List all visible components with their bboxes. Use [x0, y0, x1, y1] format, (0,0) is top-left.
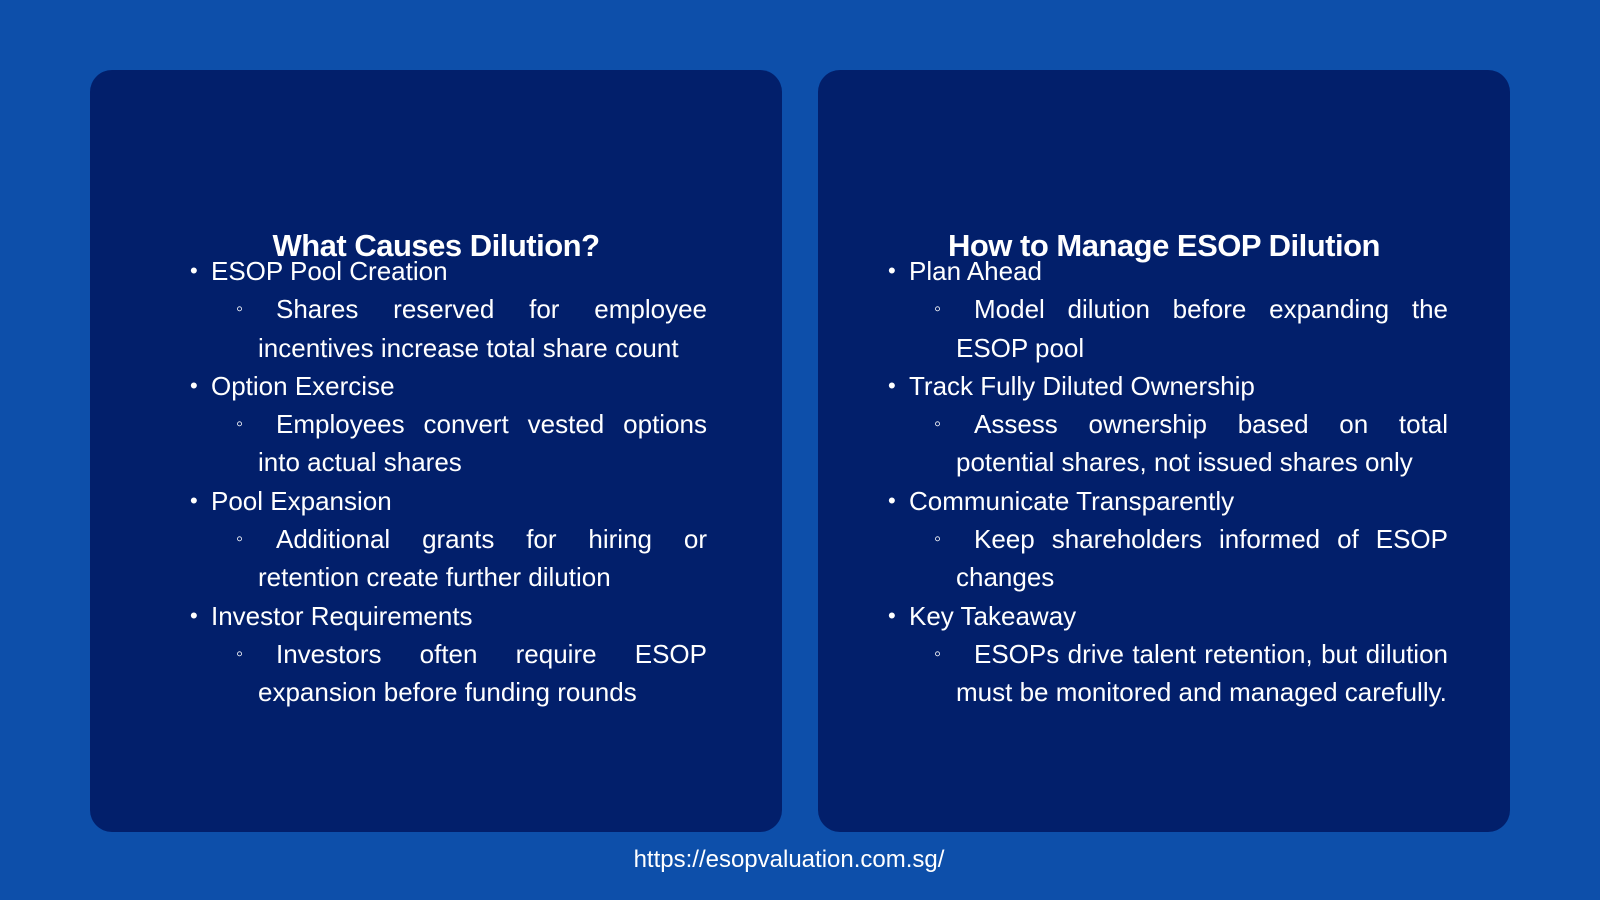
list-item-detail: ◦ Model dilution before expanding the ESOP pool: [956, 290, 1448, 367]
manage-list: [888, 252, 1448, 712]
list-item: • Track Fully Diluted Ownership ◦ Assess ownership based on total potential shares, not issued shares only: [888, 367, 1448, 482]
list-item: • Plan Ahead ◦ Model dilution before expanding the ESOP pool: [888, 252, 1448, 367]
list-item-detail: ◦ Employees convert vested options into actual shares: [258, 405, 707, 482]
causes-title: What Causes Dilution?: [272, 228, 600, 263]
list-item-detail: ◦ Shares reserved for employee incentives increase total share count: [258, 290, 707, 367]
list-item-detail: ◦ ESOPs drive talent retention, but dilution must be monitored and managed carefully.: [956, 635, 1448, 712]
list-item: • Communicate Transparently ◦ Keep shareholders informed of ESOP changes: [888, 482, 1448, 597]
list-item: • Pool Expansion ◦ Additional grants for hiring or retention create further dilution: [190, 482, 707, 597]
list-item: • Option Exercise ◦ Employees convert vested options into actual shares: [190, 367, 707, 482]
list-item: • ESOP Pool Creation ◦ Shares reserved for employee incentives increase total share count: [190, 252, 707, 367]
list-item-detail: ◦ Assess ownership based on total potential shares, not issued shares only: [956, 405, 1448, 482]
footer-url[interactable]: https://esopvaluation.com.sg/: [633, 846, 945, 873]
list-item-detail: ◦ Additional grants for hiring or retention create further dilution: [258, 520, 707, 597]
manage-title: How to Manage ESOP Dilution: [947, 228, 1380, 263]
manage-card: [818, 70, 1510, 832]
list-item: • Key Takeaway ◦ ESOPs drive talent retention, but dilution must be monitored and managed carefully.: [888, 597, 1448, 712]
list-item-detail: ◦ Keep shareholders informed of ESOP changes: [956, 520, 1448, 597]
list-item: • Investor Requirements ◦ Investors often require ESOP expansion before funding rounds: [190, 597, 707, 712]
causes-card: [90, 70, 782, 832]
causes-list: [190, 252, 707, 712]
list-item-detail: ◦ Investors often require ESOP expansion before funding rounds: [258, 635, 707, 712]
